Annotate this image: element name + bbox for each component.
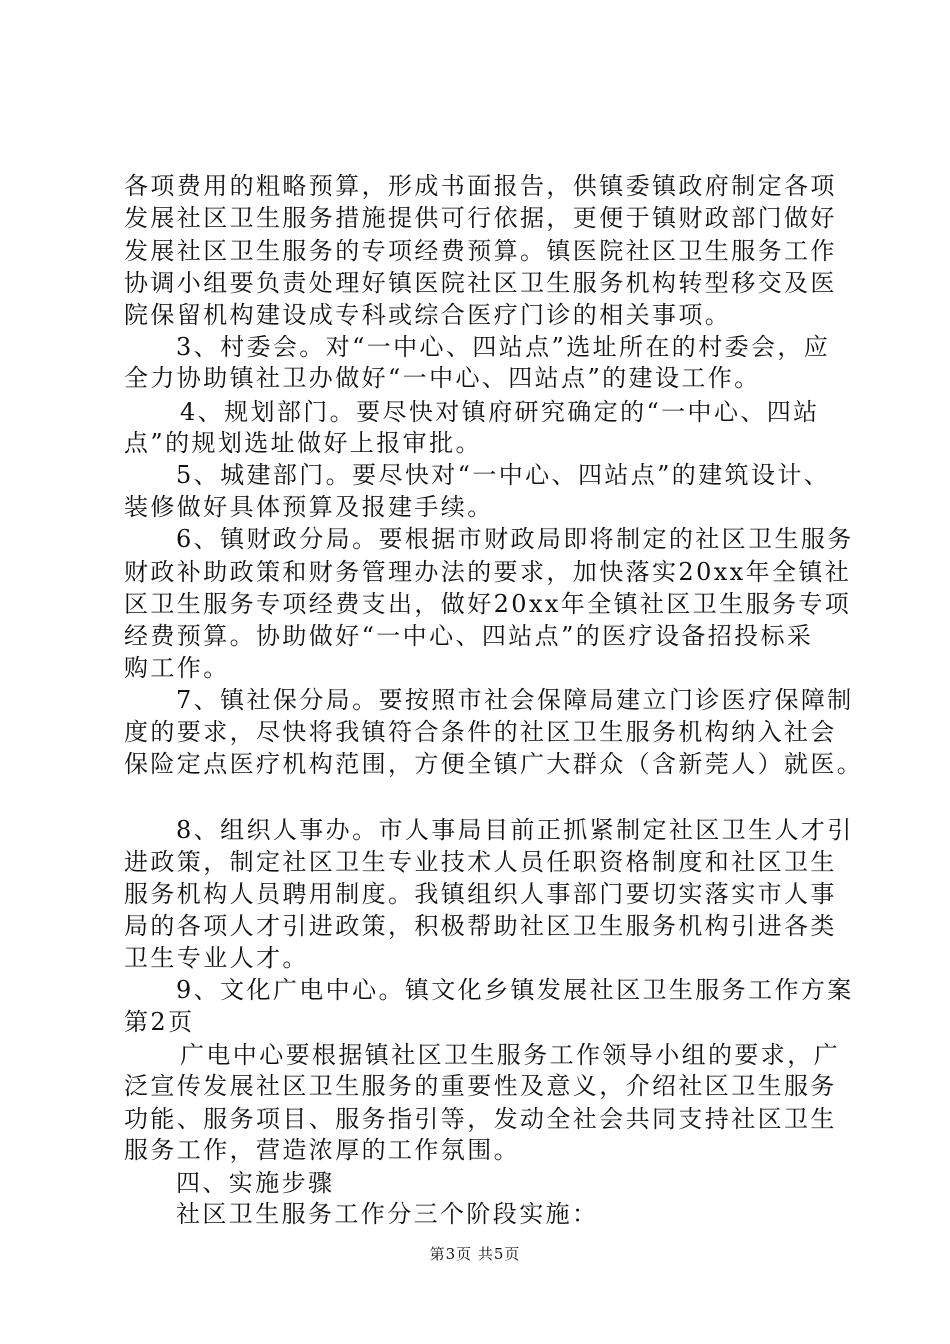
text-line: 社区卫生服务工作分三个阶段实施： (176, 1200, 599, 1228)
text-line: 6、镇财政分局。要根据市财政局即将制定的社区卫生服务 (176, 525, 854, 553)
text-line: 保险定点医疗机构范围，方便全镇广大群众（含新莞人）就医。 (124, 750, 864, 778)
text-line: 装修做好具体预算及报建手续。 (124, 493, 494, 521)
text-line: 各项费用的粗略预算，形成书面报告，供镇委镇政府制定各项 (124, 172, 837, 200)
text-line: 3、村委会。对“一中心、四站点”选址所在的村委会，应 (176, 333, 831, 361)
text-line: 点”的规划选址做好上报审批。 (124, 429, 482, 457)
text-line: 卫生专业人才。 (124, 944, 309, 972)
text-line: 购工作。 (124, 654, 230, 682)
text-line: 服务工作，营造浓厚的工作氛围。 (124, 1136, 520, 1164)
text-line: 区卫生服务专项经费支出，做好20xx年全镇社区卫生服务专项 (124, 590, 852, 618)
text-line: 全力协助镇社卫办做好“一中心、四站点”的建设工作。 (124, 364, 761, 392)
text-line: 8、组织人事办。市人事局目前正抓紧制定社区卫生人才引 (176, 816, 854, 844)
text-line: 局的各项人才引进政策，积极帮助社区卫生服务机构引进各类 (124, 912, 837, 940)
text-line: 7、镇社保分局。要按照市社会保障局建立门诊医疗保障制 (176, 686, 854, 714)
text-line: 9、文化广电中心。镇文化乡镇发展社区卫生服务工作方案 (176, 976, 854, 1004)
text-line: 服务机构人员聘用制度。我镇组织人事部门要切实落实市人事 (124, 880, 837, 908)
text-line: 经费预算。协助做好“一中心、四站点”的医疗设备招投标采 (124, 622, 814, 650)
section-heading: 四、实施步骤 (176, 1169, 335, 1197)
text-line: 发展社区卫生服务措施提供可行依据，更便于镇财政部门做好 (124, 204, 837, 232)
text-line: 泛宣传发展社区卫生服务的重要性及意义，介绍社区卫生服务 (124, 1072, 837, 1100)
text-line: 广电中心要根据镇社区卫生服务工作领导小组的要求，广 (180, 1041, 840, 1069)
page-footer: 第3页 共5页 (429, 1245, 521, 1263)
text-line: 发展社区卫生服务的专项经费预算。镇医院社区卫生服务工作 (124, 237, 837, 265)
text-line: 进政策，制定社区卫生专业技术人员任职资格制度和社区卫生 (124, 848, 837, 876)
text-line: 5、城建部门。要尽快对“一中心、四站点”的建筑设计、 (176, 461, 831, 489)
text-line: 4、规划部门。要尽快对镇府研究确定的“一中心、四站 (180, 398, 820, 426)
text-line: 第2页 (124, 1008, 195, 1036)
text-line: 度的要求，尽快将我镇符合条件的社区卫生服务机构纳入社会 (124, 718, 837, 746)
text-line: 院保留机构建设成专科或综合医疗门诊的相关事项。 (124, 301, 732, 329)
text-line: 功能、服务项目、服务指引等，发动全社会共同支持社区卫生 (124, 1105, 837, 1133)
text-line: 协调小组要负责处理好镇医院社区卫生服务机构转型移交及医 (124, 269, 837, 297)
text-line: 财政补助政策和财务管理办法的要求，加快落实20xx年全镇社 (124, 558, 852, 586)
